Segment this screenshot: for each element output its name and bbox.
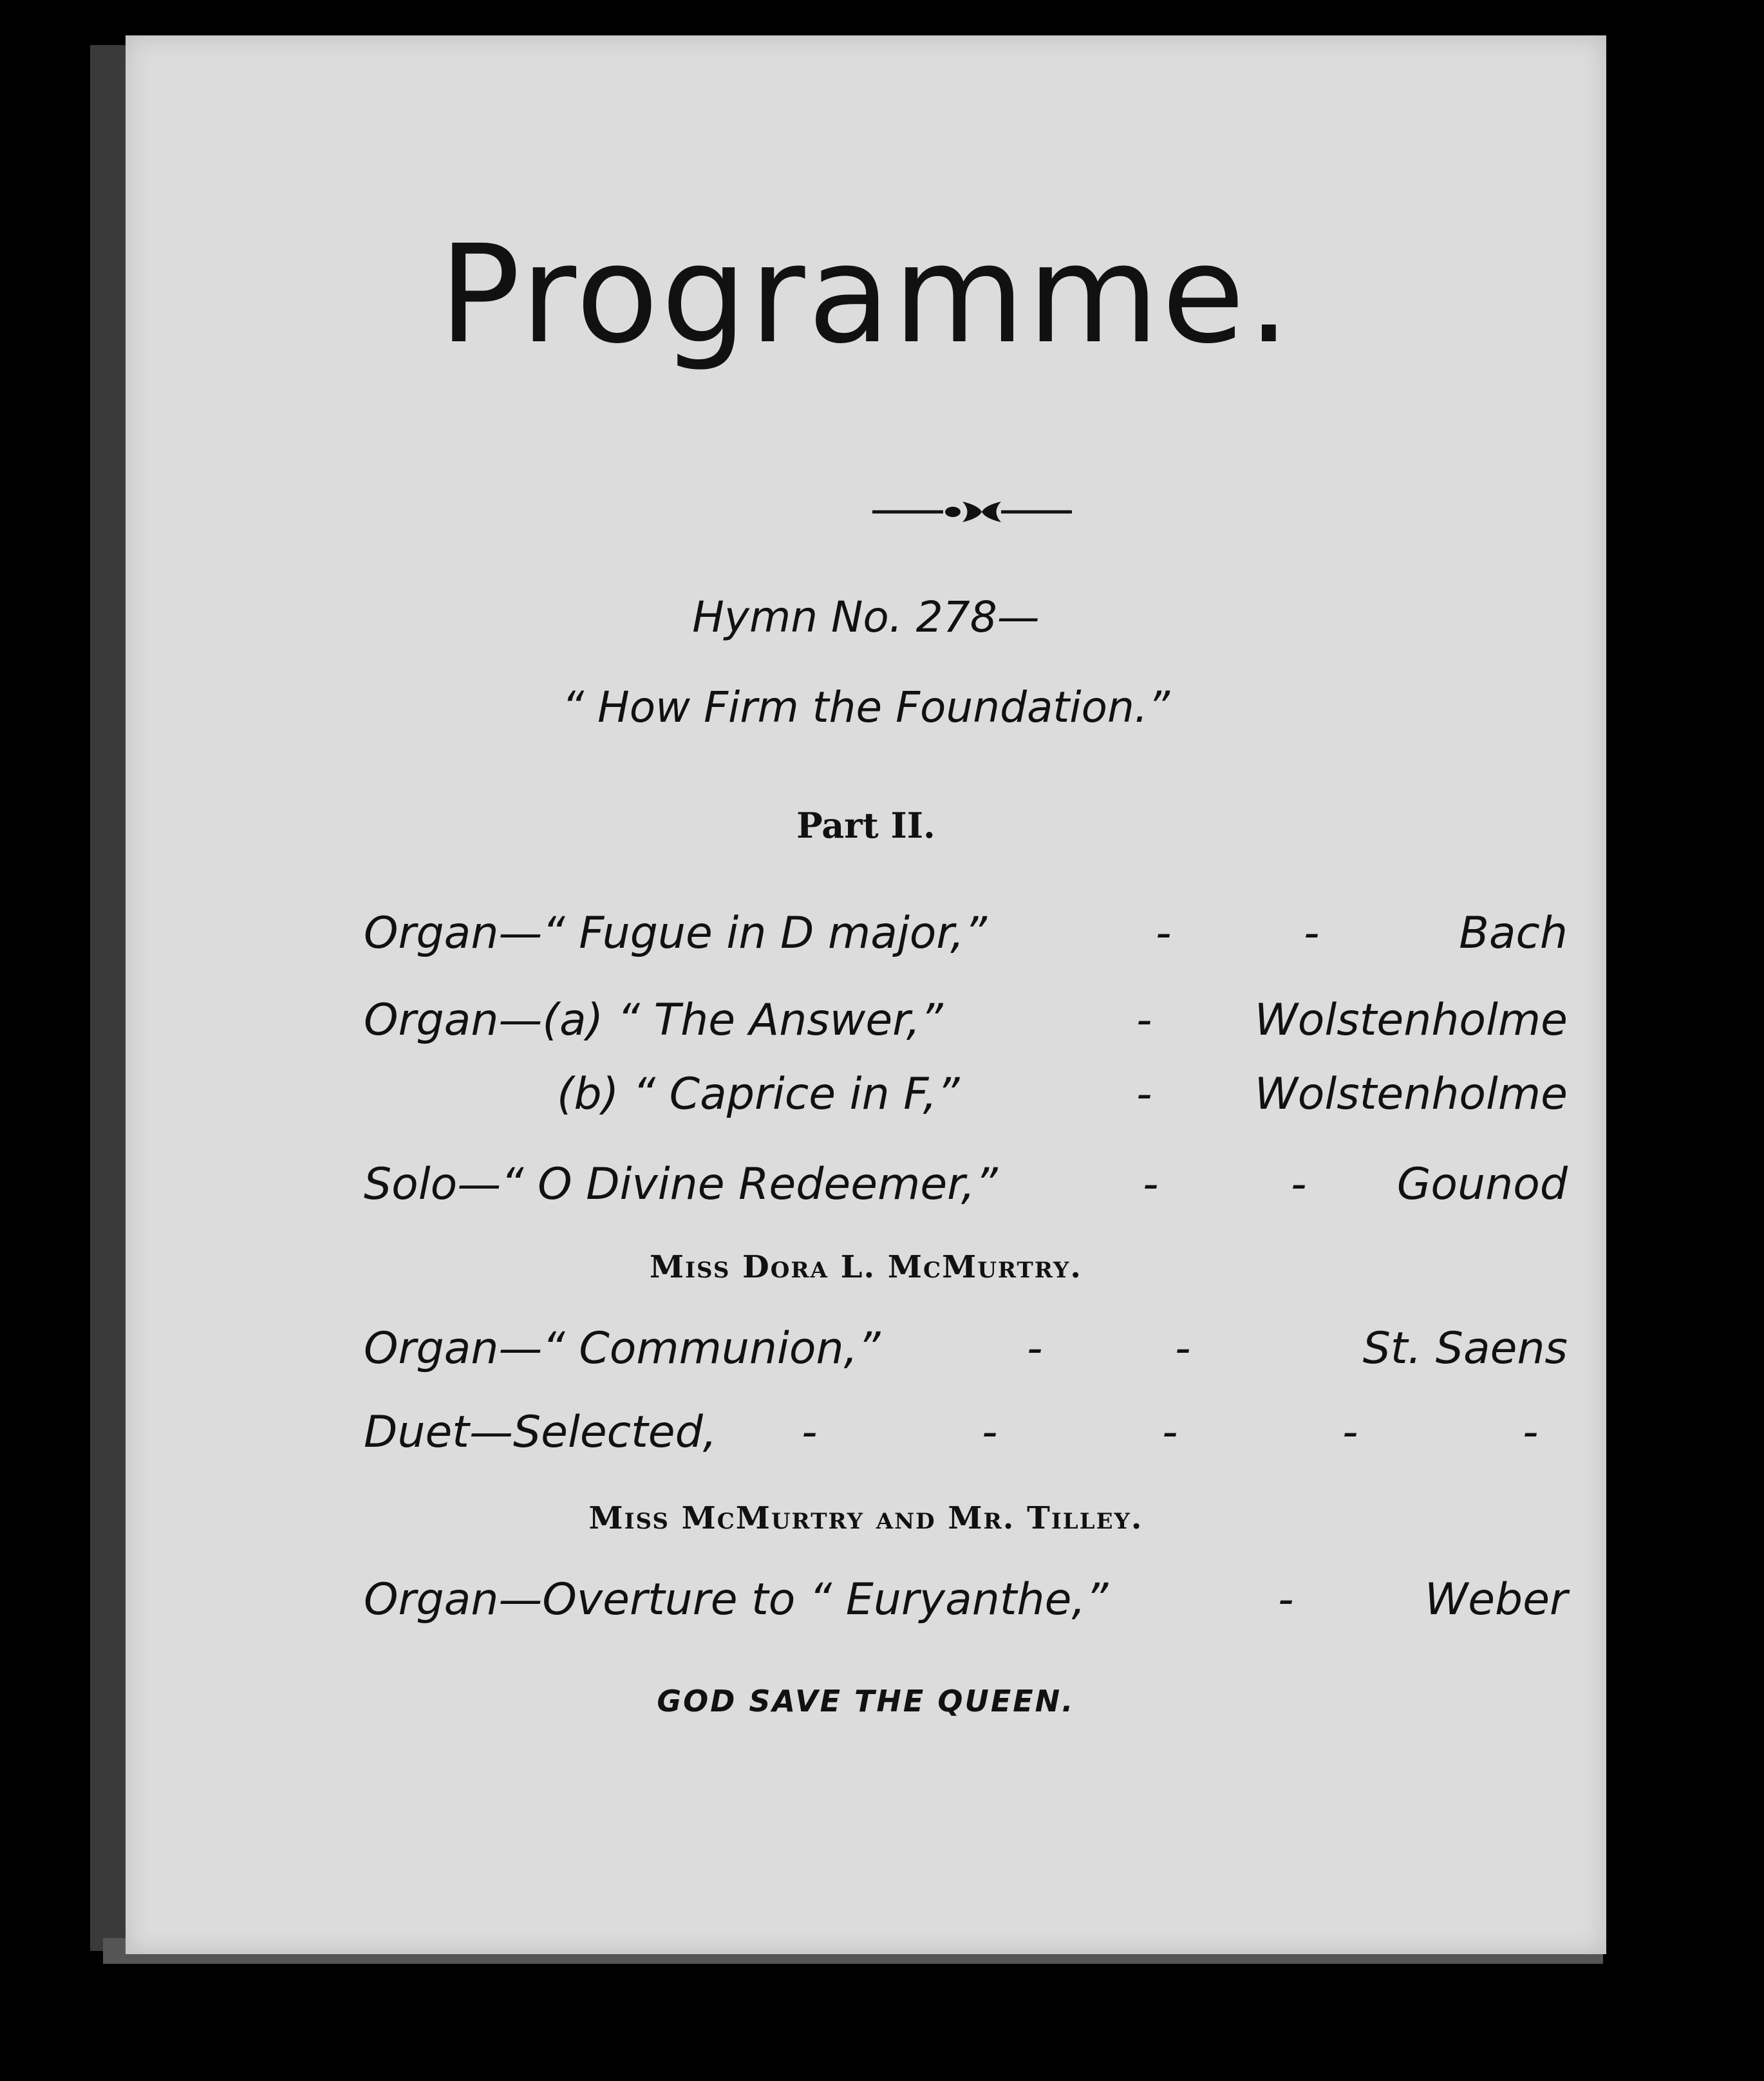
- item-composer: Wolstenholme: [1254, 1069, 1568, 1120]
- item-piece: (b) “ Caprice in F,”: [557, 1069, 960, 1120]
- item-dash: -: [1175, 1323, 1191, 1374]
- item-dash: -: [1523, 1407, 1539, 1458]
- item-dash: -: [1143, 1159, 1159, 1210]
- item-dash: -: [1304, 908, 1320, 959]
- item-dash: -: [1278, 1574, 1294, 1625]
- programme-item: [364, 1069, 1568, 1133]
- item-piece: Duet—Selected,: [364, 1407, 717, 1458]
- item-piece: Organ—“ Fugue in D major,”: [364, 908, 987, 959]
- item-composer: Bach: [1459, 908, 1568, 959]
- item-composer: Gounod: [1396, 1159, 1568, 1210]
- ornament-divider-icon: [872, 499, 1072, 525]
- item-piece: Organ—Overture to “ Euryanthe,”: [364, 1574, 1109, 1625]
- item-dash: -: [1027, 1323, 1043, 1374]
- part-heading: Part II.: [796, 805, 935, 846]
- closing-anthem: GOD SAVE THE QUEEN.: [657, 1684, 1075, 1718]
- programme-item: [364, 1407, 1568, 1471]
- programme-item: [364, 1159, 1568, 1223]
- item-piece: Solo—“ O Divine Redeemer,”: [364, 1159, 998, 1210]
- page-title: Programme.: [438, 216, 1293, 373]
- item-dash: -: [1136, 995, 1152, 1046]
- solo-performer: Miss Dora L. McMurtry.: [650, 1249, 1082, 1285]
- item-dash: -: [1342, 1407, 1358, 1458]
- hymn-title: “ How Firm the Foundation.”: [561, 683, 1170, 732]
- item-dash: -: [802, 1407, 818, 1458]
- card-shadow-edge: [90, 45, 129, 1951]
- item-piece: Organ—(a) “ The Answer,”: [364, 995, 943, 1046]
- programme-item: [364, 908, 1568, 972]
- item-composer: St. Saens: [1362, 1323, 1568, 1374]
- programme-item: [364, 1574, 1568, 1639]
- programme-item: [364, 995, 1568, 1059]
- programme-card: [126, 35, 1606, 1954]
- item-dash: -: [1162, 1407, 1178, 1458]
- item-dash: -: [982, 1407, 998, 1458]
- duet-performers: Miss McMurtry and Mr. Tilley.: [588, 1500, 1143, 1536]
- item-dash: -: [1136, 1069, 1152, 1120]
- item-composer: Wolstenholme: [1254, 995, 1568, 1046]
- item-dash: -: [1291, 1159, 1307, 1210]
- item-dash: -: [1156, 908, 1172, 959]
- item-piece: Organ—“ Communion,”: [364, 1323, 881, 1374]
- hymn-number: Hymn No. 278—: [692, 592, 1040, 642]
- programme-item: [364, 1323, 1568, 1388]
- item-composer: Weber: [1424, 1574, 1568, 1625]
